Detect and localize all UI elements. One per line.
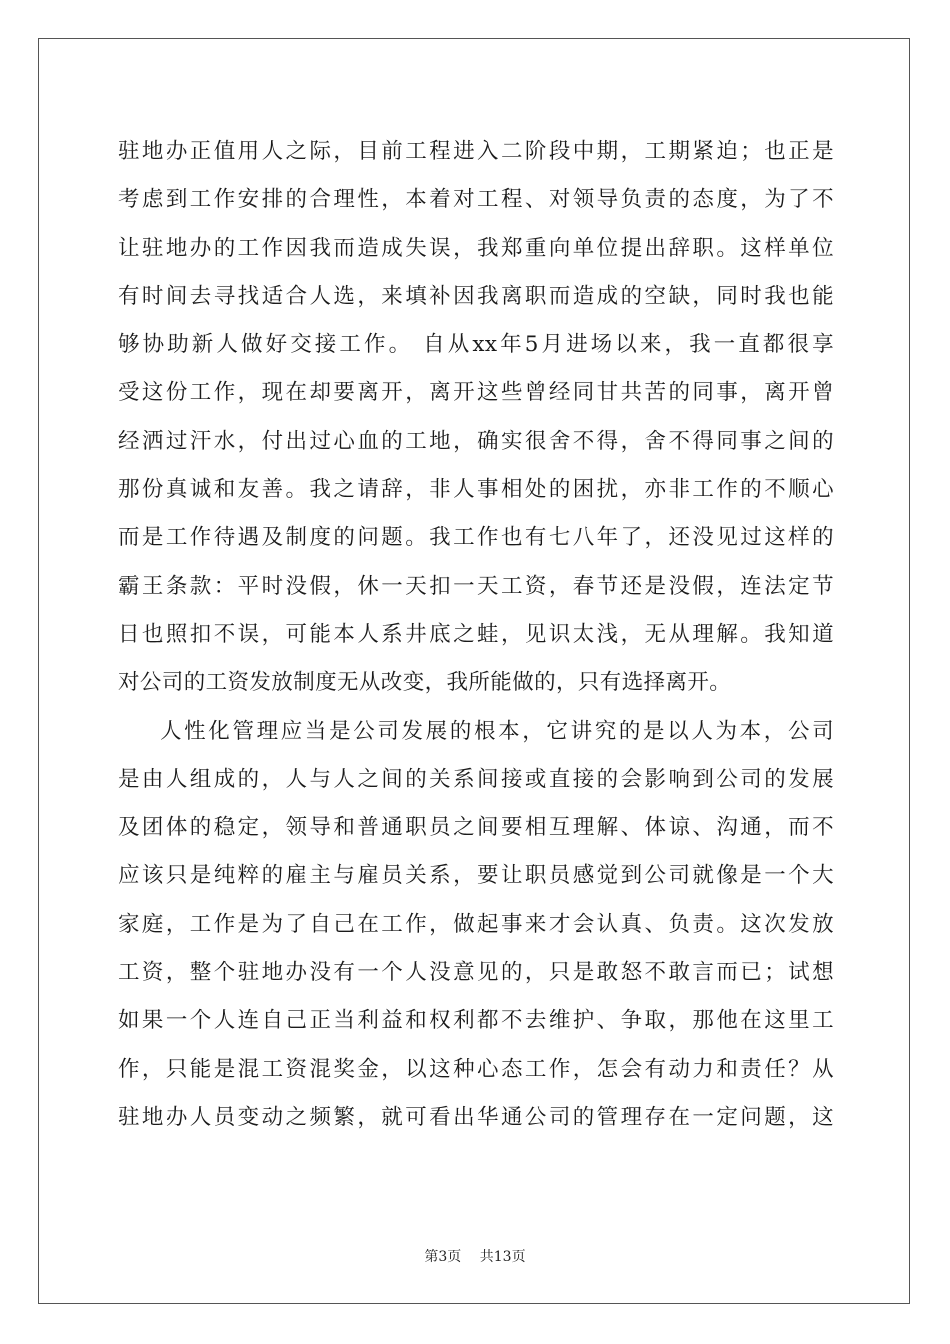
text-line: 应该只是纯粹的雇主与雇员关系，要让职员感觉到公司就像是一个大 bbox=[118, 863, 834, 889]
text-line: 而是工作待遇及制度的问题。我工作也有七八年了，还没见过这样的 bbox=[118, 525, 834, 551]
text-line: 够协助新人做好交接工作。 自从xx年5月进场以来，我一直都很享 bbox=[118, 332, 834, 358]
text-line: 驻地办正值用人之际，目前工程进入二阶段中期，工期紧迫；也正是 bbox=[118, 139, 834, 164]
text-line: 驻地办人员变动之频繁，就可看出华通公司的管理存在一定问题，这 bbox=[118, 1104, 834, 1130]
text-line: 日也照扣不误，可能本人系井底之蛙，见识太浅，无从理解。我知道 bbox=[118, 621, 834, 647]
text-line: 是由人组成的，人与人之间的关系间接或直接的会影响到公司的发展 bbox=[118, 766, 834, 792]
text-line: 霸王条款：平时没假，休一天扣一天工资，春节还是没假，连法定节 bbox=[118, 573, 834, 599]
page-footer bbox=[0, 1246, 950, 1266]
text-line: 及团体的稳定，领导和普通职员之间要相互理解、体谅、沟通，而不 bbox=[118, 815, 834, 841]
paragraph-start-line: 人性化管理应当是公司发展的根本，它讲究的是以人为本，公司 bbox=[160, 718, 834, 744]
text-line: 让驻地办的工作因我而造成失误，我郑重向单位提出辞职。这样单位 bbox=[118, 235, 834, 261]
page-total: 共13页 bbox=[479, 1249, 526, 1265]
text-line: 工资，整个驻地办没有一个人没意见的，只是敢怒不敢言而已；试想 bbox=[118, 960, 834, 986]
text-line: 对公司的工资发放制度无从改变，我所能做的，只有选择离开。 bbox=[118, 670, 732, 696]
text-line: 有时间去寻找适合人选，来填补因我离职而造成的空缺，同时我也能 bbox=[118, 283, 834, 309]
text-line: 受这份工作，现在却要离开，离开这些曾经同甘共苦的同事，离开曾 bbox=[118, 380, 834, 406]
page-number: 第3页 bbox=[424, 1249, 462, 1265]
text-line: 那份真诚和友善。我之请辞，非人事相处的困扰，亦非工作的不顺心 bbox=[118, 477, 834, 503]
text-line: 考虑到工作安排的合理性，本着对工程、对领导负责的态度，为了不 bbox=[118, 187, 834, 213]
text-line: 经洒过汗水，付出过心血的工地，确实很舍不得，舍不得同事之间的 bbox=[118, 428, 834, 454]
text-line: 作，只能是混工资混奖金，以这种心态工作，怎会有动力和责任？从 bbox=[118, 1056, 834, 1082]
text-line: 家庭，工作是为了自己在工作，做起事来才会认真、负责。这次发放 bbox=[118, 911, 834, 937]
document-body bbox=[118, 128, 834, 1142]
text-line: 如果一个人连自己正当利益和权利都不去维护、争取，那他在这里工 bbox=[118, 1008, 834, 1034]
